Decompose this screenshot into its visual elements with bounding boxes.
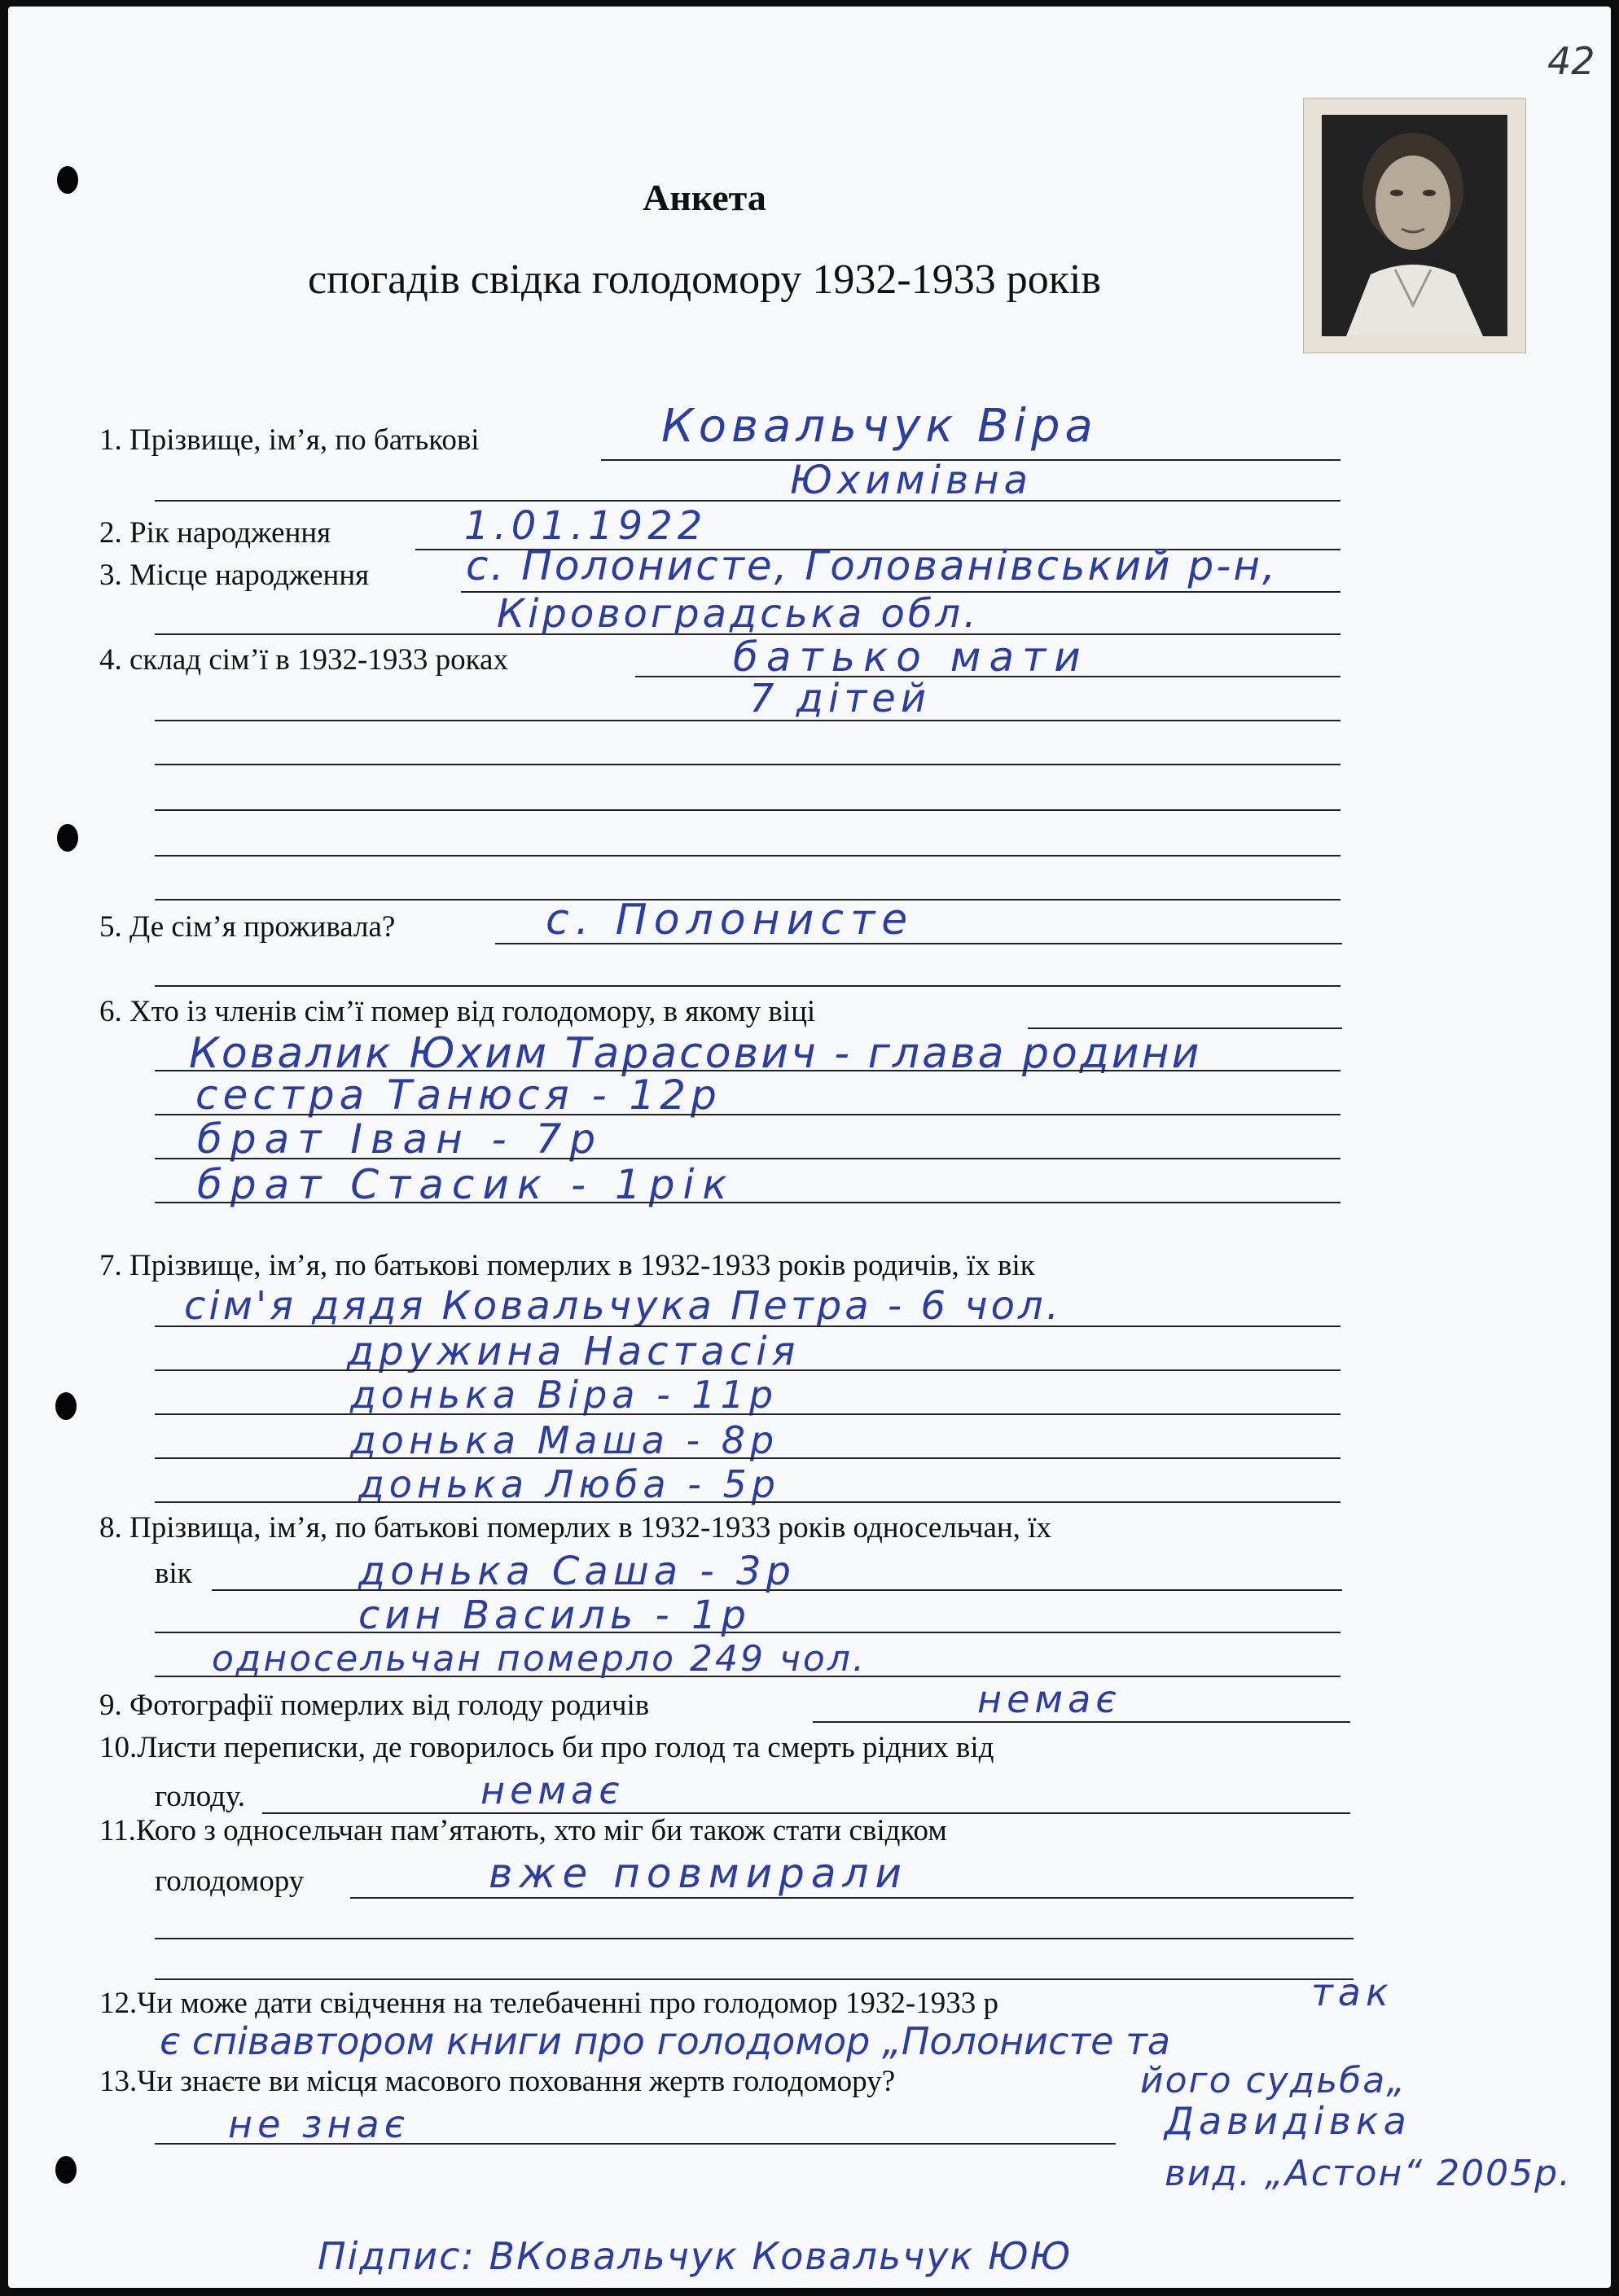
answer-line xyxy=(155,855,1340,857)
answer-12-line-2: є співавтором книги про голодомор „Полонисте та xyxy=(160,2019,1171,2063)
answer-3-line-1: с. Полонисте, Голованівський р-н, xyxy=(466,542,1278,589)
questionnaire-page xyxy=(8,7,1611,2288)
witness-signature: Підпис: ВКовальчук Ковальчук ЮЮ xyxy=(318,2234,1073,2278)
answer-line xyxy=(155,1938,1354,1939)
answer-8-line-1: донька Саша - 3р xyxy=(358,1549,796,1594)
answer-line xyxy=(155,1158,1340,1159)
page-number: 42 xyxy=(1547,39,1595,83)
answer-8-line-2: син Василь - 1р xyxy=(358,1593,751,1638)
answer-7-line-4: донька Маша - 8р xyxy=(350,1418,779,1462)
answer-7-line-5: донька Люба - 5р xyxy=(358,1462,780,1506)
answer-8-line-3: односельчан померло 249 чол. xyxy=(212,1638,867,1680)
answer-12-line-4: Давидівка xyxy=(1165,2099,1411,2143)
question-12-label: 12.Чи може дати свідчення на телебаченні про голодомор 1932-1933 р xyxy=(99,1987,998,2020)
answer-6-line-3: брат Іван - 7р xyxy=(197,1115,604,1163)
answer-line xyxy=(155,809,1340,811)
question-10-label: 10.Листи переписки, де говорилось би про голод та смерть рідних від xyxy=(99,1731,994,1764)
answer-13: не знає xyxy=(228,2102,410,2146)
form-subtitle: спогадів свідка голодомору 1932-1933 років xyxy=(308,256,1101,303)
question-9-label: 9. Фотографії померлих від голоду родичів xyxy=(99,1689,650,1722)
punch-hole-bottom xyxy=(55,2156,77,2184)
answer-4-line-1: батько мати xyxy=(733,633,1089,681)
question-10-label-cont: голоду. xyxy=(155,1780,246,1813)
answer-4-line-2: 7 дітей xyxy=(749,676,932,721)
question-8-label-cont: вік xyxy=(155,1557,192,1590)
question-3-label: 3. Місце народження xyxy=(99,559,370,592)
answer-9: немає xyxy=(977,1677,1121,1721)
answer-5: с. Полонисте xyxy=(546,896,915,944)
question-1-label: 1. Прізвище, ім’я, по батькові xyxy=(99,423,480,457)
question-6-label: 6. Хто із членів сім’ї помер від голодомору, в якому віці xyxy=(99,995,816,1028)
form-title: Анкета xyxy=(643,177,766,218)
answer-line xyxy=(155,1325,1340,1327)
answer-2: 1.01.1922 xyxy=(464,503,708,549)
question-5-label: 5. Де сім’я проживала? xyxy=(99,910,396,944)
answer-line xyxy=(155,1457,1340,1459)
question-4-label: 4. склад сім’ї в 1932-1933 роках xyxy=(99,643,508,677)
answer-line xyxy=(155,1369,1340,1371)
answer-line xyxy=(155,500,1340,502)
question-7-label: 7. Прізвище, ім’я, по батькові померлих в 1932-1933 років родичів, їх вік xyxy=(99,1249,1035,1282)
answer-10: немає xyxy=(480,1768,625,1812)
question-11-label-cont: голодомору xyxy=(155,1864,305,1898)
answer-line xyxy=(155,985,1340,987)
question-13-label: 13.Чи знаєте ви місця масового поховання жертв голодомору? xyxy=(99,2065,896,2098)
answer-line xyxy=(155,2143,1116,2145)
punch-hole-lower xyxy=(55,1392,77,1420)
answer-7-line-2: дружина Настасія xyxy=(347,1329,801,1374)
answer-7-line-1: сім'я дядя Ковальчука Петра - 6 чол. xyxy=(184,1283,1062,1329)
answer-line xyxy=(155,1413,1340,1415)
question-11-label: 11.Кого з односельчан пам’ятають, хто міг би також стати свідком xyxy=(99,1814,947,1847)
answer-12-line-1: так xyxy=(1311,1970,1393,2014)
answer-line xyxy=(155,1978,1354,1980)
answer-11: вже повмирали xyxy=(489,1850,908,1897)
answer-line xyxy=(155,764,1340,765)
answer-3-line-2: Кіровоградська обл. xyxy=(497,591,980,637)
answer-1-line-2: Юхимівна xyxy=(790,458,1033,503)
question-8-label: 8. Прізвища, ім’я, по батькові померлих в 1932-1933 років односельчан, їх xyxy=(99,1511,1051,1545)
answer-1-line-1: Ковальчук Віра xyxy=(661,400,1098,453)
answer-line xyxy=(155,1501,1340,1503)
answer-6-line-1: Ковалик Юхим Тарасович - глава родини xyxy=(189,1029,1202,1078)
answer-6-line-2: сестра Танюся - 12р xyxy=(195,1071,722,1119)
punch-hole-middle xyxy=(57,824,78,852)
answer-12-line-5: вид. „Астон“ 2005р. xyxy=(1165,2153,1572,2194)
answer-line xyxy=(813,1721,1350,1723)
answer-line xyxy=(350,1897,1354,1899)
answer-12-line-3: його судьба„ xyxy=(1140,2060,1407,2101)
answer-7-line-3: донька Віра - 11р xyxy=(350,1373,779,1417)
witness-photo xyxy=(1303,98,1526,353)
answer-line xyxy=(155,720,1340,721)
answer-line xyxy=(155,1202,1340,1203)
question-2-label: 2. Рік народження xyxy=(99,516,331,550)
answer-6-line-4: брат Стасик - 1рік xyxy=(197,1161,735,1208)
